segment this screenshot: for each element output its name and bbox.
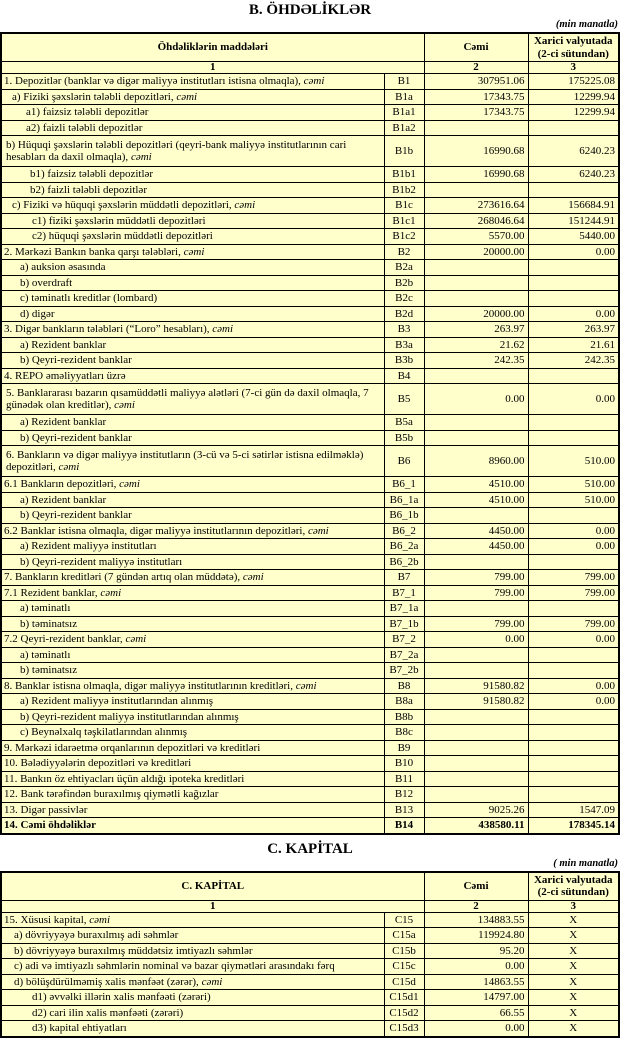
row-label-B6_2: 6.2 Banklar istisna olmaqla, digər maliyyə institutlarının depozitləri, cəmi: [1, 523, 384, 539]
table-row: [1, 353, 619, 369]
cell-fx-B1a: 12299.94: [528, 89, 619, 105]
cell-total-C15: 134883.55: [424, 912, 528, 928]
row-label-B6_1: 6.1 Bankların depozitləri, cəmi: [1, 477, 384, 493]
row-code-C15a: C15a: [384, 928, 424, 944]
cell-total-B1a: 17343.75: [424, 89, 528, 105]
cell-fx-B6: 510.00: [528, 446, 619, 477]
cell-fx-B7_2a[interactable]: [528, 647, 619, 663]
cell-fx-B1: 175225.08: [528, 74, 619, 90]
row-code-B2c: B2c: [384, 291, 424, 307]
row-code-B7: B7: [384, 570, 424, 586]
table-row: [1, 167, 619, 183]
table-row: [1, 725, 619, 741]
cell-total-B1a2[interactable]: [424, 120, 528, 136]
row-label-B4: 4. REPO əməliyyatları üzrə: [1, 368, 384, 384]
row-code-B7_2b: B7_2b: [384, 663, 424, 679]
table-row: [1, 787, 619, 803]
table-row: [1, 89, 619, 105]
row-label-B6_2b: b) Qeyri-rezident maliyyə institutları: [1, 554, 384, 570]
header-fx-label: Xarici valyutada (2-ci sütundan): [528, 33, 619, 62]
row-label-B11: 11. Bankın öz ehtiyacları üçün aldığı ipoteka kreditləri: [1, 771, 384, 787]
cell-total-B1c2[interactable]: 5570.00: [424, 229, 528, 245]
row-code-C15b: C15b: [384, 943, 424, 959]
cell-total-B3a[interactable]: 21.62: [424, 337, 528, 353]
row-code-B6_2b: B6_2b: [384, 554, 424, 570]
row-code-B14: B14: [384, 818, 424, 834]
col-num-2: 2: [424, 900, 528, 912]
cell-total-C15a[interactable]: 119924.80: [424, 928, 528, 944]
header-items-label: C. KAPİTAL: [1, 872, 424, 901]
row-code-B1a2: B1a2: [384, 120, 424, 136]
row-code-B2b: B2b: [384, 275, 424, 291]
row-code-C15: C15: [384, 912, 424, 928]
row-code-B2d: B2d: [384, 306, 424, 322]
cell-fx-B1b1[interactable]: 6240.23: [528, 167, 619, 183]
row-code-B2a: B2a: [384, 260, 424, 276]
row-label-B3b: b) Qeyri-rezident banklar: [1, 353, 384, 369]
row-code-C15d2: C15d2: [384, 1005, 424, 1021]
table-row: [1, 616, 619, 632]
row-label-C15b: b) dövriyyəyə buraxılmış müddətsiz imtiyazlı səhmlər: [1, 943, 384, 959]
section-b-unit-note: (min manatla): [555, 19, 618, 30]
row-code-B1: B1: [384, 74, 424, 90]
row-code-B7_1b: B7_1b: [384, 616, 424, 632]
row-code-B7_1a: B7_1a: [384, 601, 424, 617]
row-label-B1: 1. Depozitlər (banklar və digər maliyyə institutları istisna olmaqla), cəmi: [1, 74, 384, 90]
row-label-C15d3: d3) kapital ehtiyatları: [1, 1021, 384, 1037]
cell-fx-B2a[interactable]: [528, 260, 619, 276]
cell-fx-B5b[interactable]: [528, 430, 619, 446]
table-row: [1, 477, 619, 493]
row-label-B1c1: c1) fiziki şəxslərin müddətli depozitləri: [1, 213, 384, 229]
cell-total-B2b[interactable]: [424, 275, 528, 291]
table-row: [1, 943, 619, 959]
cell-fx-B1a1[interactable]: 12299.94: [528, 105, 619, 121]
cell-fx-B10[interactable]: [528, 756, 619, 772]
row-code-B5a: B5a: [384, 415, 424, 431]
cell-total-B9[interactable]: [424, 740, 528, 756]
cell-total-B5: 0.00: [424, 384, 528, 415]
cell-total-B7_1a[interactable]: [424, 601, 528, 617]
cell-fx-B2d[interactable]: 0.00: [528, 306, 619, 322]
row-label-B2b: b) overdraft: [1, 275, 384, 291]
cell-total-C15d3[interactable]: 0.00: [424, 1021, 528, 1037]
cell-total-B12[interactable]: [424, 787, 528, 803]
row-label-B8b: b) Qeyri-rezident maliyyə institutlarından alınmış: [1, 709, 384, 725]
cell-fx-B7_1: 799.00: [528, 585, 619, 601]
cell-total-B7_2: 0.00: [424, 632, 528, 648]
row-label-B7: 7. Bankların kreditləri (7 gündən artıq olan müddətə), cəmi: [1, 570, 384, 586]
row-label-B7_2a: a) təminatlı: [1, 647, 384, 663]
row-label-C15c: c) adi və imtiyazlı səhmlərin nominal və bazar qiymətləri arasındakı fərq: [1, 959, 384, 975]
cell-total-B5a[interactable]: [424, 415, 528, 431]
table-row: [1, 570, 619, 586]
row-code-C15d3: C15d3: [384, 1021, 424, 1037]
row-label-B1c2: c2) hüquqi şəxslərin müddətli depozitləri: [1, 229, 384, 245]
table-row: [1, 260, 619, 276]
row-code-B1a: B1a: [384, 89, 424, 105]
cell-fx-B1c2[interactable]: 5440.00: [528, 229, 619, 245]
cell-fx-B8a[interactable]: 0.00: [528, 694, 619, 710]
row-label-B7_1b: b) təminatsız: [1, 616, 384, 632]
row-label-B10: 10. Bələdiyyələrin depozitləri və kreditləri: [1, 756, 384, 772]
cell-total-C15d: 14863.55: [424, 974, 528, 990]
table-row: [1, 291, 619, 307]
table-row: [1, 990, 619, 1006]
cell-total-B1c1[interactable]: 268046.64: [424, 213, 528, 229]
col-num-3: 3: [528, 62, 619, 74]
row-label-B6_1a: a) Rezident banklar: [1, 492, 384, 508]
row-label-B1a: a) Fiziki şəxslərin tələbli depozitləri, cəmi: [1, 89, 384, 105]
cell-fx-B7: 799.00: [528, 570, 619, 586]
cell-total-B2a[interactable]: [424, 260, 528, 276]
table-row: [1, 678, 619, 694]
row-label-B9: 9. Mərkəzi idarəetmə orqanlarının depozitləri və kreditləri: [1, 740, 384, 756]
cell-total-B7_1: 799.00: [424, 585, 528, 601]
row-label-B2d: d) digər: [1, 306, 384, 322]
header-fx-label: Xarici valyutada (2-ci sütundan): [528, 872, 619, 901]
row-code-B3b: B3b: [384, 353, 424, 369]
table-row: [1, 198, 619, 214]
cell-total-B6: 8960.00: [424, 446, 528, 477]
table-row: [1, 105, 619, 121]
cell-total-B6_1a[interactable]: 4510.00: [424, 492, 528, 508]
row-label-B5: 5. Banklararası bazarın qısamüddətli maliyyə alətləri (7-ci gün də daxil olmaqla, 7 günədək olan kreditlər), cəmi: [1, 384, 384, 415]
cell-total-B6_2a[interactable]: 4450.00: [424, 539, 528, 555]
table-row: [1, 554, 619, 570]
cell-total-B1a1[interactable]: 17343.75: [424, 105, 528, 121]
liabilities-table: [0, 32, 620, 835]
column-number-row: [1, 900, 619, 912]
cell-total-B2c[interactable]: [424, 291, 528, 307]
row-code-C15d: C15d: [384, 974, 424, 990]
table-row: [1, 213, 619, 229]
row-code-B7_2a: B7_2a: [384, 647, 424, 663]
cell-total-B1b2[interactable]: [424, 182, 528, 198]
row-code-B10: B10: [384, 756, 424, 772]
cell-fx-B3b[interactable]: 242.35: [528, 353, 619, 369]
cell-total-B3b[interactable]: 242.35: [424, 353, 528, 369]
table-row: [1, 585, 619, 601]
table-row: [1, 647, 619, 663]
table-row: [1, 1005, 619, 1021]
cell-fx-B5: 0.00: [528, 384, 619, 415]
table-row: [1, 275, 619, 291]
table-row: [1, 632, 619, 648]
cell-total-B6_1b[interactable]: [424, 508, 528, 524]
row-label-B3: 3. Digər bankların tələbləri (“Loro” hesabları), cəmi: [1, 322, 384, 338]
table-row: [1, 959, 619, 975]
row-code-B1c1: B1c1: [384, 213, 424, 229]
cell-total-C15c[interactable]: 0.00: [424, 959, 528, 975]
row-label-B13: 13. Digər passivlər: [1, 802, 384, 818]
cell-total-B14: 438580.11: [424, 818, 528, 834]
row-label-B8c: c) Beynəlxalq təşkilatlarından alınmış: [1, 725, 384, 741]
row-label-B6: 6. Bankların və digər maliyyə institutların (3-cü və 5-ci sətirlər istisna edilməklə) depozitləri, cəmi: [1, 446, 384, 477]
cell-total-B7_1b[interactable]: 799.00: [424, 616, 528, 632]
row-label-B7_2b: b) təminatsız: [1, 663, 384, 679]
cell-total-B1b1[interactable]: 16990.68: [424, 167, 528, 183]
cell-fx-B6_2a[interactable]: 0.00: [528, 539, 619, 555]
cell-total-B8a[interactable]: 91580.82: [424, 694, 528, 710]
cell-fx-B1b: 6240.23: [528, 136, 619, 167]
cell-total-B11[interactable]: [424, 771, 528, 787]
row-label-B14: 14. Cəmi öhdəliklər: [1, 818, 384, 834]
cell-total-B3: 263.97: [424, 322, 528, 338]
cell-total-B2: 20000.00: [424, 244, 528, 260]
row-code-B2: B2: [384, 244, 424, 260]
row-label-B2: 2. Mərkəzi Bankın banka qarşı tələbləri, cəmi: [1, 244, 384, 260]
cell-fx-B2b[interactable]: [528, 275, 619, 291]
table-header-row: [1, 872, 619, 901]
cell-total-B7_2a[interactable]: [424, 647, 528, 663]
cell-fx-B8: 0.00: [528, 678, 619, 694]
cell-fx-B14: 178345.14: [528, 818, 619, 834]
section-liabilities: [0, 2, 620, 835]
cell-total-B7_2b[interactable]: [424, 663, 528, 679]
col-num-1: 1: [1, 62, 424, 74]
row-label-C15d: d) bölüşdürülməmiş xalis mənfəət (zərər), cəmi: [1, 974, 384, 990]
row-label-B5b: b) Qeyri-rezident banklar: [1, 430, 384, 446]
row-label-B1a1: a1) faizsiz tələbli depozitlər: [1, 105, 384, 121]
row-label-C15a: a) dövriyyəyə buraxılmış adi səhmlər: [1, 928, 384, 944]
row-label-C15d1: d1) əvvəlki illərin xalis mənfəəti (zərəri): [1, 990, 384, 1006]
cell-fx-B3: 263.97: [528, 322, 619, 338]
row-label-B7_1a: a) təminatlı: [1, 601, 384, 617]
cell-fx-B2: 0.00: [528, 244, 619, 260]
row-code-B1a1: B1a1: [384, 105, 424, 121]
table-row: [1, 182, 619, 198]
cell-total-B5b[interactable]: [424, 430, 528, 446]
cell-total-B1: 307951.06: [424, 74, 528, 90]
table-row: [1, 306, 619, 322]
cell-total-B7: 799.00: [424, 570, 528, 586]
row-code-B6_2: B6_2: [384, 523, 424, 539]
cell-fx-B6_1: 510.00: [528, 477, 619, 493]
row-code-B5: B5: [384, 384, 424, 415]
cell-fx-B6_2b[interactable]: [528, 554, 619, 570]
report-page: [0, 2, 620, 1038]
table-row: [1, 74, 619, 90]
cell-total-B13[interactable]: 9025.26: [424, 802, 528, 818]
table-row: [1, 974, 619, 990]
cell-fx-C15b: X: [528, 943, 619, 959]
cell-fx-C15d1: X: [528, 990, 619, 1006]
cell-total-C15d1[interactable]: 14797.00: [424, 990, 528, 1006]
row-label-B1b1: b1) faizsiz tələbli depozitlər: [1, 167, 384, 183]
row-code-B9: B9: [384, 740, 424, 756]
table-row: [1, 539, 619, 555]
row-label-B1a2: a2) faizli tələbli depozitlər: [1, 120, 384, 136]
table-row: [1, 430, 619, 446]
cell-total-B1b: 16990.68: [424, 136, 528, 167]
col-num-1: 1: [1, 900, 424, 912]
row-label-B7_2: 7.2 Qeyri-rezident banklar, cəmi: [1, 632, 384, 648]
cell-fx-B1c: 156684.91: [528, 198, 619, 214]
cell-fx-B3a[interactable]: 21.61: [528, 337, 619, 353]
row-label-B5a: a) Rezident banklar: [1, 415, 384, 431]
row-code-B3a: B3a: [384, 337, 424, 353]
row-label-B8: 8. Banklar istisna olmaqla, digər maliyyə institutlarının kreditləri, cəmi: [1, 678, 384, 694]
row-code-B8: B8: [384, 678, 424, 694]
cell-fx-B6_1b[interactable]: [528, 508, 619, 524]
cell-total-B8: 91580.82: [424, 678, 528, 694]
row-code-B5b: B5b: [384, 430, 424, 446]
row-label-B6_2a: a) Rezident maliyyə institutları: [1, 539, 384, 555]
table-row: [1, 928, 619, 944]
cell-fx-C15c: X: [528, 959, 619, 975]
table-row: [1, 756, 619, 772]
cell-fx-B7_1b[interactable]: 799.00: [528, 616, 619, 632]
table-header-row: [1, 33, 619, 62]
row-code-B7_2: B7_2: [384, 632, 424, 648]
table-row: [1, 120, 619, 136]
cell-total-B6_2b[interactable]: [424, 554, 528, 570]
header-items-label: Öhdəliklərin maddələri: [1, 33, 424, 62]
cell-fx-B4[interactable]: [528, 368, 619, 384]
column-number-row: [1, 62, 619, 74]
cell-total-B10[interactable]: [424, 756, 528, 772]
section-b-title: B. ÖHDƏLİKLƏR: [248, 2, 372, 18]
row-code-B1b1: B1b1: [384, 167, 424, 183]
row-code-B11: B11: [384, 771, 424, 787]
row-code-B6_1b: B6_1b: [384, 508, 424, 524]
cell-fx-C15d: X: [528, 974, 619, 990]
row-label-B2a: a) auksion əsasında: [1, 260, 384, 276]
row-label-B6_1b: b) Qeyri-rezident banklar: [1, 508, 384, 524]
cell-fx-C15: X: [528, 912, 619, 928]
cell-total-B1c: 273616.64: [424, 198, 528, 214]
row-code-B6_1a: B6_1a: [384, 492, 424, 508]
table-row: [1, 709, 619, 725]
cell-fx-B11[interactable]: [528, 771, 619, 787]
table-row: [1, 663, 619, 679]
row-code-B3: B3: [384, 322, 424, 338]
row-code-B1c: B1c: [384, 198, 424, 214]
header-total-label: Cəmi: [424, 872, 528, 901]
table-row: [1, 229, 619, 245]
row-code-B1b2: B1b2: [384, 182, 424, 198]
header-total-label: Cəmi: [424, 33, 528, 62]
table-row: [1, 244, 619, 260]
row-label-B7_1: 7.1 Rezident banklar, cəmi: [1, 585, 384, 601]
cell-total-B8b[interactable]: [424, 709, 528, 725]
row-label-B1b2: b2) faizli tələbli depozitlər: [1, 182, 384, 198]
row-code-B12: B12: [384, 787, 424, 803]
cell-fx-B13[interactable]: 1547.09: [528, 802, 619, 818]
cell-total-C15d2[interactable]: 66.55: [424, 1005, 528, 1021]
table-row: [1, 601, 619, 617]
cell-fx-B2c[interactable]: [528, 291, 619, 307]
table-row: [1, 912, 619, 928]
cell-total-B8c[interactable]: [424, 725, 528, 741]
cell-fx-B5a[interactable]: [528, 415, 619, 431]
cell-total-B4[interactable]: [424, 368, 528, 384]
row-code-B8a: B8a: [384, 694, 424, 710]
cell-fx-B7_2: 0.00: [528, 632, 619, 648]
row-code-B1c2: B1c2: [384, 229, 424, 245]
row-label-B3a: a) Rezident banklar: [1, 337, 384, 353]
cell-fx-C15a: X: [528, 928, 619, 944]
row-label-B1b: b) Hüquqi şəxslərin tələbli depozitləri (qeyri-bank maliyyə institutlarının cari hesabları da daxil olmaqla), cəmi: [1, 136, 384, 167]
table-row: [1, 740, 619, 756]
cell-total-C15b[interactable]: 95.20: [424, 943, 528, 959]
row-code-B4: B4: [384, 368, 424, 384]
cell-total-B2d[interactable]: 20000.00: [424, 306, 528, 322]
row-label-C15d2: d2) cari ilin xalis mənfəəti (zərəri): [1, 1005, 384, 1021]
row-code-C15c: C15c: [384, 959, 424, 975]
cell-fx-B12[interactable]: [528, 787, 619, 803]
table-row: [1, 818, 619, 834]
table-row: [1, 694, 619, 710]
row-code-B6_2a: B6_2a: [384, 539, 424, 555]
table-row: [1, 1021, 619, 1037]
table-row: [1, 368, 619, 384]
section-c-unit-note: ( min manatla): [553, 857, 618, 869]
row-code-B1b: B1b: [384, 136, 424, 167]
table-row: [1, 415, 619, 431]
row-label-B2c: c) təminatlı kreditlər (lombard): [1, 291, 384, 307]
row-code-B8b: B8b: [384, 709, 424, 725]
cell-fx-B6_1a[interactable]: 510.00: [528, 492, 619, 508]
row-label-B12: 12. Bank tərəfindən buraxılmış qiymətli kağızlar: [1, 787, 384, 803]
row-code-B8c: B8c: [384, 725, 424, 741]
table-row: [1, 384, 619, 415]
cell-fx-C15d3: X: [528, 1021, 619, 1037]
table-row: [1, 322, 619, 338]
cell-fx-B8c[interactable]: [528, 725, 619, 741]
table-row: [1, 136, 619, 167]
cell-fx-B1c1[interactable]: 151244.91: [528, 213, 619, 229]
row-label-C15: 15. Xüsusi kapital, cəmi: [1, 912, 384, 928]
row-code-C15d1: C15d1: [384, 990, 424, 1006]
table-row: [1, 337, 619, 353]
section-capital: [0, 841, 620, 1038]
table-row: [1, 523, 619, 539]
row-code-B6: B6: [384, 446, 424, 477]
cell-fx-B1a2[interactable]: [528, 120, 619, 136]
table-row: [1, 492, 619, 508]
cell-fx-B8b[interactable]: [528, 709, 619, 725]
section-c-title: C. KAPİTAL: [267, 840, 353, 857]
cell-fx-B7_2b[interactable]: [528, 663, 619, 679]
col-num-2: 2: [424, 62, 528, 74]
cell-fx-B9[interactable]: [528, 740, 619, 756]
cell-total-B6_2: 4450.00: [424, 523, 528, 539]
row-code-B6_1: B6_1: [384, 477, 424, 493]
cell-fx-B6_2: 0.00: [528, 523, 619, 539]
row-label-B1c: c) Fiziki və hüquqi şəxslərin müddətli depozitləri, cəmi: [1, 198, 384, 214]
capital-table: [0, 871, 620, 1038]
row-code-B13: B13: [384, 802, 424, 818]
table-row: [1, 446, 619, 477]
table-row: [1, 771, 619, 787]
cell-fx-B7_1a[interactable]: [528, 601, 619, 617]
row-code-B7_1: B7_1: [384, 585, 424, 601]
table-row: [1, 508, 619, 524]
col-num-3: 3: [528, 900, 619, 912]
cell-total-B6_1: 4510.00: [424, 477, 528, 493]
row-label-B8a: a) Rezident maliyyə institutlarından alınmış: [1, 694, 384, 710]
cell-fx-B1b2[interactable]: [528, 182, 619, 198]
table-row: [1, 802, 619, 818]
cell-fx-C15d2: X: [528, 1005, 619, 1021]
